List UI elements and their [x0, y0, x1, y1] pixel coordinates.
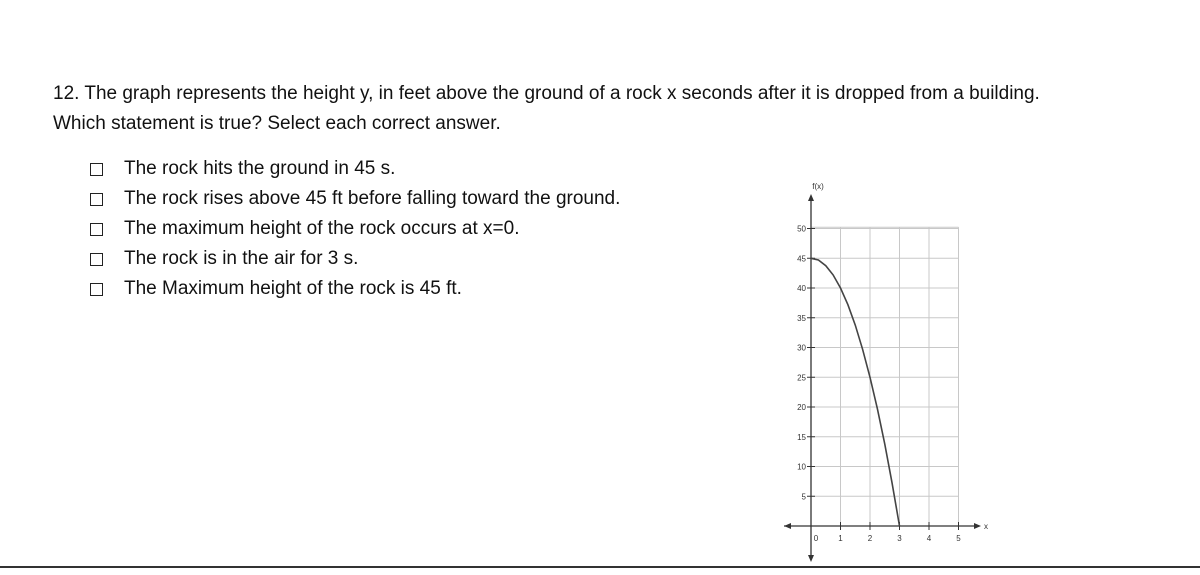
y-tick-label: 5	[801, 492, 806, 502]
height-graph	[770, 170, 990, 570]
checkbox-icon[interactable]	[90, 253, 103, 266]
y-tick-label: 10	[797, 462, 806, 472]
question-line-2: Which statement is true? Select each correct answer.	[53, 113, 501, 134]
y-axis-up-arrow-icon	[808, 194, 814, 201]
question-text	[53, 79, 1173, 139]
y-tick-label: 50	[797, 224, 806, 234]
checkbox-icon[interactable]	[90, 283, 103, 296]
answer-options	[90, 154, 620, 304]
x-tick-label: 5	[956, 534, 961, 543]
height-curve	[811, 258, 900, 526]
y-tick-label: 40	[797, 284, 806, 293]
answer-option-label: The maximum height of the rock occurs at x=0.	[124, 218, 520, 239]
answer-option-label: The rock hits the ground in 45 s.	[124, 158, 396, 179]
x-tick-label: 1	[838, 534, 843, 543]
answer-option-label: The rock rises above 45 ft before falling toward the ground.	[124, 188, 621, 209]
y-tick-label: 25	[797, 373, 806, 383]
checkbox-icon[interactable]	[90, 223, 103, 236]
y-tick-label: 30	[797, 343, 806, 353]
checkbox-icon[interactable]	[90, 163, 103, 176]
answer-option[interactable]	[90, 274, 620, 304]
x-axis-left-arrow-icon	[784, 523, 791, 529]
x-tick-label: 2	[867, 534, 873, 543]
x-axis-right-arrow-icon	[974, 523, 981, 529]
answer-option[interactable]	[90, 244, 620, 274]
x-axis-label: x	[984, 522, 988, 531]
y-tick-label: 15	[797, 432, 806, 442]
answer-option-label: The Maximum height of the rock is 45 ft.	[124, 278, 462, 299]
answer-option[interactable]	[90, 154, 620, 184]
checkbox-icon[interactable]	[90, 193, 103, 206]
x-tick-label: 4	[926, 534, 932, 543]
answer-option[interactable]	[90, 214, 620, 244]
question-line-1: 12. The graph represents the height y, in feet above the ground of a rock x seconds after it is dropped from a building.	[53, 83, 1040, 104]
graph-svg	[770, 170, 990, 570]
x-tick-label: 3	[897, 534, 902, 543]
y-axis-label: f(x)	[812, 182, 824, 191]
y-tick-label: 45	[797, 254, 806, 264]
answer-option-label: The rock is in the air for 3 s.	[124, 248, 359, 269]
x-tick-label: 0	[813, 534, 819, 543]
y-axis-down-arrow-icon	[808, 555, 814, 562]
y-tick-label: 35	[797, 313, 806, 323]
answer-option[interactable]	[90, 184, 620, 214]
bottom-divider	[0, 566, 1200, 568]
y-tick-label: 20	[797, 403, 806, 412]
